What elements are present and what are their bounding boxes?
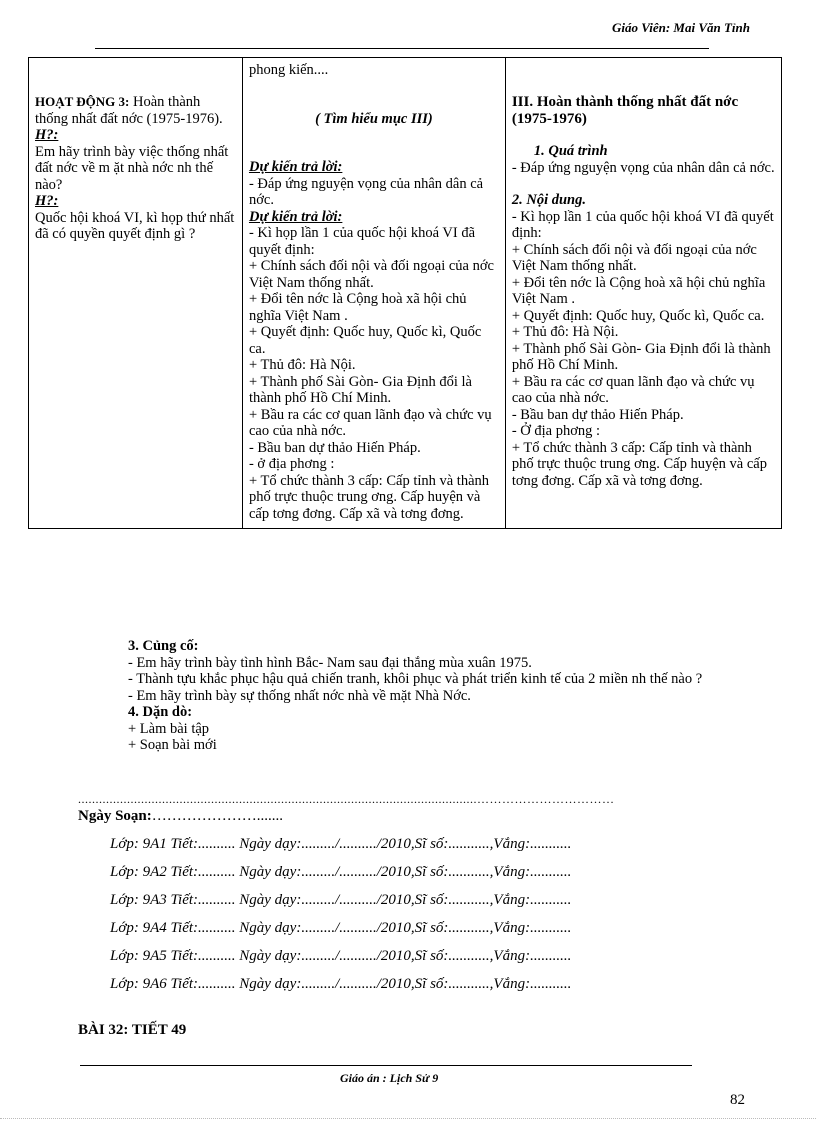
page-number: 82 bbox=[730, 1092, 745, 1108]
header-teacher: Giáo Viên: Mai Văn Tỉnh bbox=[612, 20, 750, 35]
answer-line: + Thủ đô: Hà Nội. bbox=[248, 357, 356, 373]
bottom-dotted-rule bbox=[0, 1118, 816, 1119]
answer-top-text: phong kiến.... bbox=[248, 62, 329, 78]
content-line: + Bầu ra các cơ quan lãnh đạo và chức vụ cao của nhà nớc. bbox=[511, 373, 755, 406]
question-1-text: Em hãy trình bày việc thống nhất đất nớc về m ặt nhà nớc nh thế nào? bbox=[35, 143, 229, 193]
answer-line: + Chính sách đối nội và đối ngoại của nớc Việt Nam thống nhất. bbox=[248, 258, 494, 291]
answer-line: + Bầu ra các cơ quan lãnh đạo và chức vụ cao của nhà nớc. bbox=[248, 406, 492, 439]
footer-rule bbox=[80, 1065, 692, 1066]
question-1-label: H?: bbox=[35, 127, 59, 143]
content-line: + Quyết định: Quốc huy, Quốc kì, Quốc ca. bbox=[511, 307, 765, 324]
content-line: + Thành phố Sài Gòn- Gia Định đổi là thành phố Hồ Chí Minh. bbox=[511, 340, 771, 373]
answer-column bbox=[242, 58, 505, 529]
ngay-soan-dots: …………………....... bbox=[151, 808, 284, 824]
answer-line: - Kì họp lần 1 của quốc hội khoá VI đã quyết định: bbox=[248, 225, 476, 258]
ngay-soan-label: Ngày Soạn: bbox=[78, 808, 152, 824]
answer-line: - Bầu ban dự thảo Hiến Pháp. bbox=[248, 439, 421, 456]
content-line: - Ở địa phơng : bbox=[511, 423, 601, 439]
answer-line: + Quyết định: Quốc huy, Quốc kì, Quốc ca. bbox=[248, 324, 482, 357]
header-rule bbox=[95, 48, 709, 49]
footer-title: Giáo án : Lịch Sử 9 bbox=[340, 1071, 439, 1085]
content-line: - Kì họp lần 1 của quốc hội khoá VI đã quyết định: bbox=[511, 208, 774, 241]
consolidation-line: - Em hãy trình bày sự thống nhất nớc nhà về mặt Nhà Nớc. bbox=[128, 687, 471, 704]
schedule-row: Lớp: 9A4 Tiết:.......... Ngày dạy:........./........../2010,Sĩ số:...........,Vắng:........... bbox=[110, 920, 572, 936]
answer-line: - ở địa phơng : bbox=[248, 456, 335, 472]
answer-2-label: Dự kiến trả lời: bbox=[248, 208, 343, 225]
homework-item: + Soạn bài mới bbox=[128, 737, 217, 753]
content-column bbox=[505, 58, 781, 529]
content-line: + Đổi tên nớc là Cộng hoà xã hội chủ nghĩa Việt Nam . bbox=[511, 274, 766, 307]
lesson-heading: BÀI 32: TIẾT 49 bbox=[78, 1022, 187, 1038]
ngay-soan bbox=[78, 808, 283, 825]
schedule-row: Lớp: 9A5 Tiết:.......... Ngày dạy:........./........../2010,Sĩ số:...........,Vắng:........... bbox=[110, 948, 572, 964]
answer-line: + Đổi tên nớc là Cộng hoà xã hội chủ nghĩa Việt Nam . bbox=[248, 291, 467, 324]
separator-dots: ..................................................................................................................…………………………… bbox=[78, 792, 615, 806]
homework-item: + Làm bài tập bbox=[128, 720, 210, 737]
activity-title-text: Hoàn thành thống nhất đất nớc (1975-1976). bbox=[35, 94, 223, 127]
activity-label: HOẠT ĐỘNG 3: bbox=[35, 94, 130, 109]
activity-column bbox=[29, 58, 243, 529]
section-hint: ( Tìm hiểu mục III) bbox=[315, 110, 433, 127]
consolidation-line: - Thành tựu khắc phục hậu quả chiến tranh, khôi phục và phát triển kinh tế của 2 miền nh thế nào ? bbox=[128, 671, 703, 687]
answer-line: + Tổ chức thành 3 cấp: Cấp tỉnh và thành phố trực thuộc trung ơng. Cấp huyện và cấp tơng đơng. Cấp xã và tơng đơng. bbox=[248, 472, 490, 522]
answer-line: + Thành phố Sài Gòn- Gia Định đổi là thành phố Hồ Chí Minh. bbox=[248, 373, 472, 406]
content-line: + Tổ chức thành 3 cấp: Cấp tỉnh và thành phố trực thuộc trung ơng. Cấp huyện và cấp tơng đơng. Cấp xã và tơng đơng. bbox=[511, 439, 767, 489]
subsection-1-title: 1. Quá trình bbox=[533, 143, 608, 159]
content-line: + Chính sách đối nội và đối ngoại của nớc Việt Nam thống nhất. bbox=[511, 241, 757, 274]
schedule-row: Lớp: 9A6 Tiết:.......... Ngày dạy:........./........../2010,Sĩ số:...........,Vắng:........... bbox=[110, 976, 572, 992]
content-line: + Thủ đô: Hà Nội. bbox=[511, 324, 619, 340]
lesson-table bbox=[28, 57, 782, 529]
answer-1-text: - Đáp ứng nguyện vọng của nhân dân cả nớc. bbox=[248, 175, 484, 208]
schedule-row: Lớp: 9A2 Tiết:.......... Ngày dạy:........./........../2010,Sĩ số:...........,Vắng:........... bbox=[110, 864, 572, 880]
content-line: - Bầu ban dự thảo Hiến Pháp. bbox=[511, 406, 684, 423]
subsection-2-title: 2. Nội dung. bbox=[511, 192, 586, 208]
schedule-row: Lớp: 9A1 Tiết:.......... Ngày dạy:........./........../2010,Sĩ số:...........,Vắng:........... bbox=[110, 836, 572, 852]
subsection-1-text: - Đáp ứng nguyện vọng của nhân dân cả nớc. bbox=[511, 159, 775, 176]
question-2-text: Quốc hội khoá VI, kì họp thứ nhất đã có quyền quyết định gì ? bbox=[35, 209, 235, 242]
homework-title: 4. Dặn dò: bbox=[128, 704, 193, 720]
question-2-label: H?: bbox=[35, 193, 59, 209]
answer-1-label: Dự kiến trả lời: bbox=[248, 159, 343, 175]
consolidation-section bbox=[76, 638, 766, 754]
section-title: III. Hoàn thành thống nhất đất nớc (1975-1976) bbox=[511, 94, 739, 127]
consolidation-line: - Em hãy trình bày tình hình Bắc- Nam sau đại thắng mùa xuân 1975. bbox=[128, 654, 532, 671]
activity-title bbox=[35, 94, 236, 127]
consolidation-title: 3. Củng cố: bbox=[128, 638, 199, 654]
schedule-row: Lớp: 9A3 Tiết:.......... Ngày dạy:........./........../2010,Sĩ số:...........,Vắng:........... bbox=[110, 892, 572, 908]
